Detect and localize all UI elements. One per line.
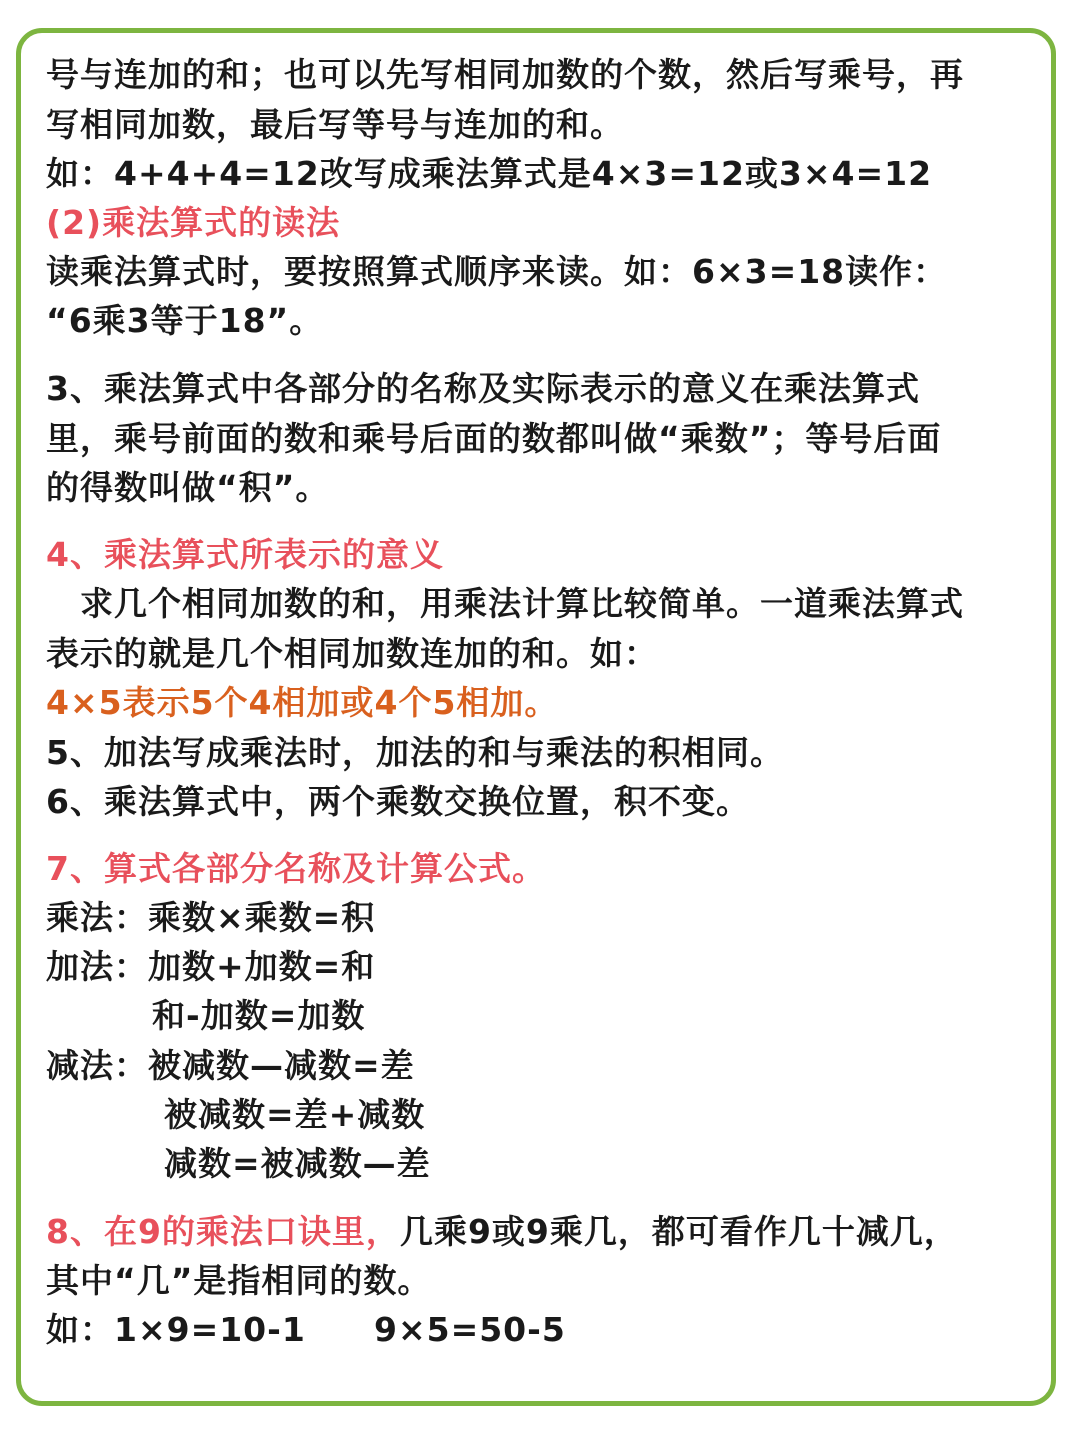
text-line: 其中“几”是指相同的数。 [46,1261,432,1300]
formula-add: 加法：加数+加数=和 [46,947,376,986]
section-6-line: 6、乘法算式中，两个乘数交换位置，积不变。 [46,782,750,821]
text-line: “6乘3等于18”。 [46,301,324,340]
section-4-heading: 4、乘法算式所表示的意义 [46,535,444,574]
section-3-line: 3、乘法算式中各部分的名称及实际表示的意义在乘法算式 [46,369,920,408]
text-line: 里，乘号前面的数和乘号后面的数都叫做“乘数”；等号后面 [46,419,942,458]
section-5-line: 5、加法写成乘法时，加法的和与乘法的积相同。 [46,733,784,772]
text-line: 的得数叫做“积”。 [46,468,330,507]
subheading-reading: (2)乘法算式的读法 [46,203,341,242]
section-8-text: 几乘9或9乘几，都可看作几十减几， [399,1212,958,1251]
formula-add-2: 和-加数=加数 [152,996,366,1035]
text-line: 写相同加数，最后写等号与连加的和。 [46,105,624,144]
example-line-b: 9×5=50-5 [374,1310,566,1349]
example-line: 如：4+4+4=12改写成乘法算式是4×3=12或3×4=12 [46,154,933,193]
text-line: 求几个相同加数的和，用乘法计算比较简单。一道乘法算式 [46,584,964,623]
example-line-a: 如：1×9=10-1 [46,1310,306,1349]
text-line: 号与连加的和；也可以先写相同加数的个数，然后写乘号，再 [46,55,964,94]
text-line: 读乘法算式时，要按照算式顺序来读。如：6×3=18读作： [46,252,948,291]
section-8-heading: 8、在9的乘法口诀里， [46,1212,400,1251]
formula-multiply: 乘法：乘数×乘数=积 [46,898,376,937]
section-7-heading: 7、算式各部分名称及计算公式。 [46,849,546,888]
text-line: 表示的就是几个相同加数连加的和。如： [46,634,658,673]
example-highlight: 4×5表示5个4相加或4个5相加。 [46,683,559,722]
formula-subtract-2: 被减数=差+减数 [164,1095,426,1134]
section-8-line [46,1212,958,1252]
formula-subtract-3: 减数=被减数—差 [164,1144,431,1183]
formula-subtract: 减法：被减数—减数=差 [46,1046,415,1085]
